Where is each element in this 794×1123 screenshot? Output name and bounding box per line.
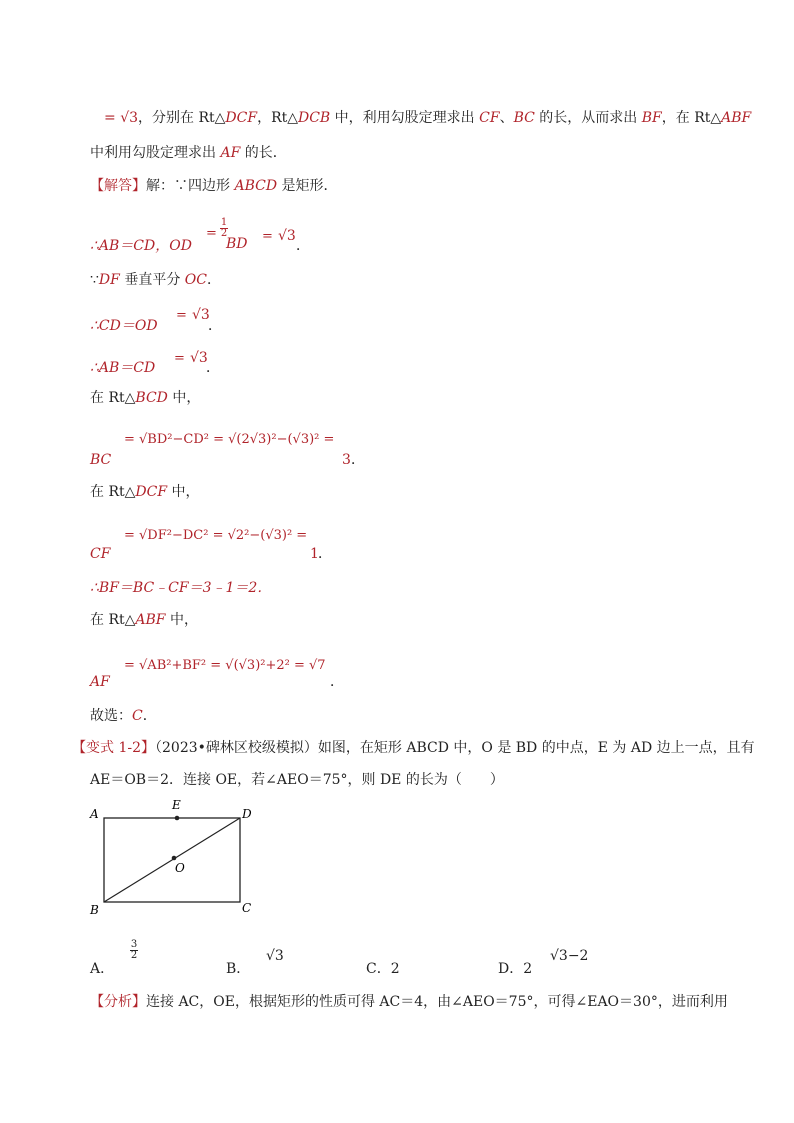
text: Rt△ [271,110,298,126]
option-b-value: √3 [266,948,284,964]
text: 中利用勾股定理求出 [90,145,221,161]
solution-line-2 [90,270,221,290]
analysis-tag: 【分析】 [90,994,146,1010]
label-d: D [242,807,252,821]
fraction-numerator: 3 [130,939,138,950]
text: ，分别在 [138,110,199,126]
text: 在 Rt△ [90,390,136,406]
label-e: E [172,798,181,812]
text: 、 [499,110,514,126]
period: ． [206,360,220,376]
variant-source: （2023•碑林区校级模拟） [155,740,318,756]
root-3: √3 [190,350,208,366]
text: ． [142,708,157,724]
text: 垂直平分 [119,272,185,288]
option-letter: C．2 [366,961,400,977]
segment-name: BC [513,110,535,126]
variant-question-line1 [72,738,755,758]
af-label: AF [90,674,110,690]
segment-name: BF [641,110,662,126]
text: ∵ [90,272,99,288]
cf-label: CF [90,546,111,562]
triangle-name: ABF [721,110,752,126]
text: 的长． [240,145,287,161]
segment-name: OC [184,272,207,288]
text: 中，利用勾股定理求出 [330,110,480,126]
text: 是矩形． [277,178,338,194]
bc-formula: = √BD²−CD² = √(2√3)²−(√3)² = [124,432,335,447]
segment-name: DF [98,272,120,288]
label-b: B [90,903,99,917]
analysis-continuation-line1 [104,108,751,128]
variant-question-line2: AE＝OB＝2．连接 OE，若∠AEO＝75°，则 DE 的长为（ ） [90,772,504,788]
option-d-value [550,948,588,964]
period: ． [208,318,222,334]
root-3: √3 [550,948,568,964]
text: ，在 Rt△ [661,110,722,126]
cf-result: 1 [310,546,319,562]
solution-line-1-label: ∴AB＝CD，OD [90,238,192,254]
option-letter: B． [226,961,251,977]
solution-header [90,176,338,196]
solution-line-1-eq: = [206,226,217,241]
solution-line-1-eq2: = [262,229,273,244]
triangle-name: ABF [135,612,166,628]
solution-line-3-eq: = [176,308,187,323]
segment-name: CF [479,110,500,126]
option-c[interactable] [366,958,400,978]
point-o [172,856,177,861]
triangle-name: DCB [298,110,331,126]
fraction-numerator: 1 [220,217,228,228]
text: 在 Rt△ [90,612,136,628]
text: 在 Rt△ [90,484,136,500]
text: 中， [167,484,200,500]
solution-line-7: ∴BF＝BC﹣CF＝3﹣1＝2． [90,580,272,596]
option-letter: D．2 [498,961,533,977]
minus-two: −2 [567,948,589,964]
diagonal-bd [104,818,240,902]
point-e [175,816,180,821]
root-3: √3 [120,110,139,126]
option-a[interactable] [90,958,114,978]
solution-line-8 [90,610,198,630]
text: 解：∵四边形 [146,178,235,194]
bc-label: BC [90,452,112,468]
option-letter: A． [90,961,115,977]
solution-line-3-label: ∴CD＝OD [90,318,158,334]
text: 中， [167,390,201,406]
solution-line-5 [90,388,200,408]
answer-line [90,706,157,726]
triangle-name: DCF [225,110,258,126]
solution-line-4-eq: = [174,351,185,366]
cf-formula: = √DF²−DC² = √2²−(√3)² = [124,528,308,543]
solution-tag: 【解答】 [90,178,146,194]
label-c: C [242,901,252,915]
fraction-denominator: 2 [220,228,228,239]
af-formula: = √AB²+BF² = √(√3)²+2² = √7 [124,658,326,673]
triangle-name: DCF [135,484,168,500]
period: ． [318,546,332,562]
text: ． [206,272,221,288]
period: ． [296,238,310,254]
label-a: A [90,807,99,821]
variant-tag: 【变式 1-2】 [72,740,155,756]
variant-text: 如图，在矩形 ABCD 中，O 是 BD 的中点，E 为 AD 边上一点，且有 [317,740,755,756]
bd-label: BD [226,236,248,252]
label-o: O [175,861,185,875]
period: ． [330,674,344,690]
text: 故选： [90,708,132,724]
text: 中， [165,612,198,628]
analysis-text: 连接 AC，OE，根据矩形的性质可得 AC＝4，由∠AEO＝75°，可得∠EAO＝30°，进而利用 [146,994,728,1010]
fraction-denominator: 2 [130,950,138,961]
analysis-2-line [90,992,728,1012]
triangle-name: BCD [135,390,168,406]
solution-line-4-label: ∴AB＝CD [90,360,156,376]
rectangle-figure [86,796,266,920]
segment-name: AF [220,145,241,161]
text: 的长，从而求出 [534,110,642,126]
answer-letter: C [132,708,143,724]
root-3: √3 [192,307,210,323]
equals-sign: = [104,110,116,126]
option-b[interactable] [226,958,250,978]
bc-result: 3 [342,452,351,468]
root-3: √3 [278,228,296,244]
option-a-fraction [130,940,138,961]
option-d[interactable] [498,958,532,978]
analysis-continuation-line2 [90,143,287,163]
text: ， [257,110,272,126]
text: Rt△ [198,110,226,126]
period: ． [351,452,365,468]
quad-name: ABCD [234,178,278,194]
solution-line-6 [90,482,200,502]
